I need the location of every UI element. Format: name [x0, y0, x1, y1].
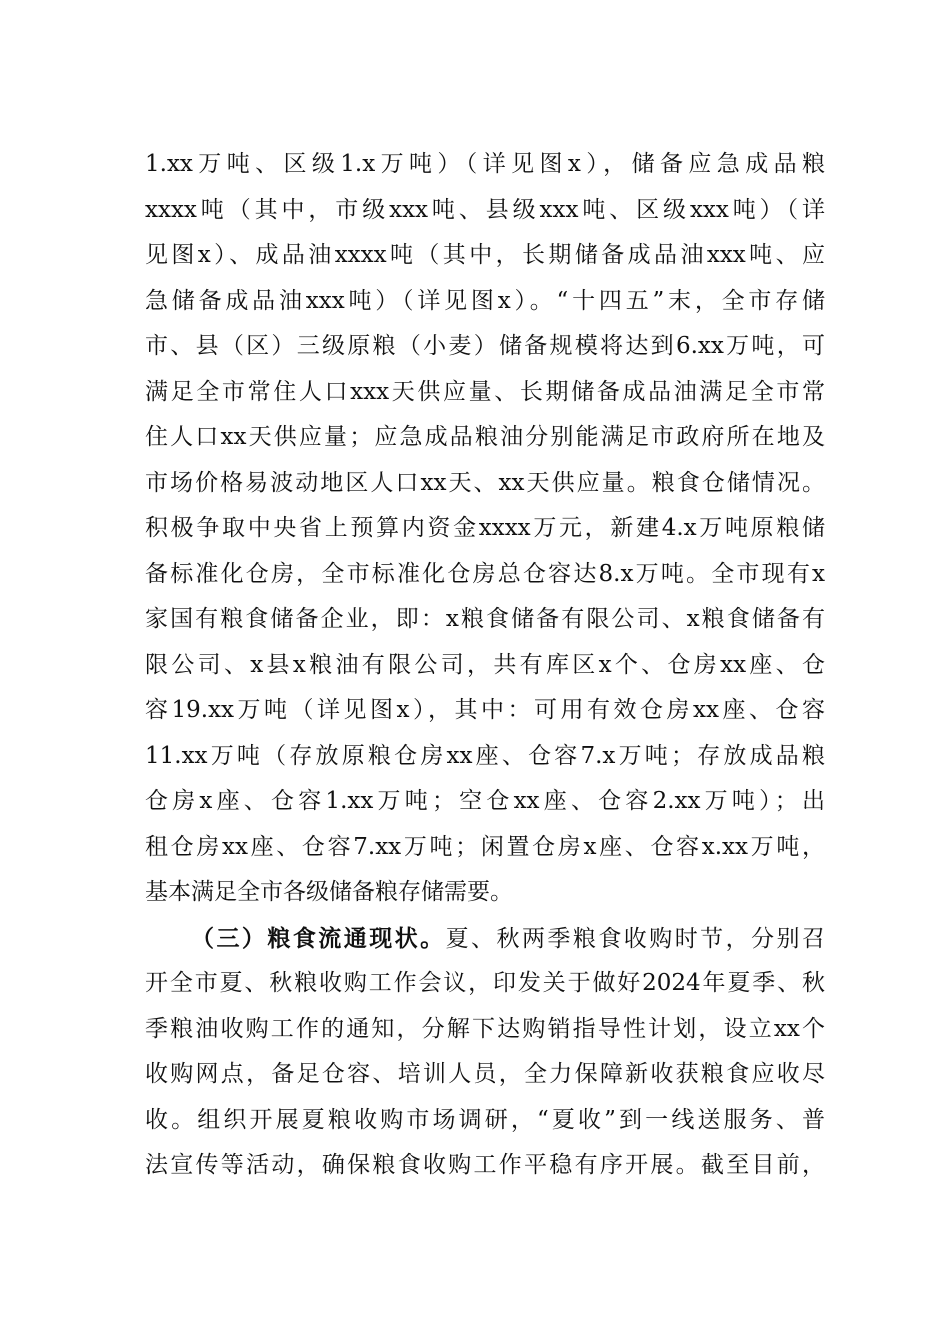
paragraph-grain-circulation: [145, 916, 825, 1189]
text-line: 备标准化仓房，全市标准化仓房总仓容达8.x万吨。全市现有x: [145, 560, 825, 587]
text-line: 容19.xx万吨（详见图x），其中：可用有效仓房xx座、仓容: [145, 697, 825, 723]
text-line: 市场价格易波动地区人口xx天、xx天供应量。粮食仓储情况。: [145, 469, 825, 496]
text-line: 季粮油收购工作的通知，分解下达购销指导性计划，设立xx个: [145, 1015, 825, 1042]
text-line: 租仓房xx座、仓容7.xx万吨；闲置仓房x座、仓容x.xx万吨，: [145, 833, 825, 860]
section-heading: （三）粮食流通现状。: [191, 924, 446, 952]
text-line: 法宣传等活动，确保粮食收购工作平稳有序开展。截至目前，: [145, 1152, 825, 1178]
text-line: 家国有粮食储备企业，即：x粮食储备有限公司、x粮食储备有: [145, 606, 825, 632]
text-line: 满足全市常住人口xxx天供应量、长期储备成品油满足全市常: [145, 378, 825, 405]
text-line: xxxx吨（其中，市级xxx吨、县级xxx吨、区级xxx吨）（详: [145, 196, 825, 223]
text-line: 仓房x座、仓容1.xx万吨；空仓xx座、仓容2.xx万吨）；出: [145, 788, 825, 814]
text-line: 开全市夏、秋粮收购工作会议，印发关于做好2024年夏季、秋: [145, 970, 825, 996]
document-body: [145, 142, 825, 1189]
text-line: 急储备成品油xxx吨）（详见图x）。“十四五”末，全市存储: [145, 287, 825, 314]
text-line: 见图x）、成品油xxxx吨（其中，长期储备成品油xxx吨、应: [145, 242, 825, 268]
text-line: 收购网点，备足仓容、培训人员，全力保障新收获粮食应收尽: [145, 1061, 825, 1087]
heading-line-text: 夏、秋两季粮食收购时节，分别召: [445, 925, 826, 952]
text-line: 收。组织开展夏粮收购市场调研，“夏收”到一线送服务、普: [145, 1106, 825, 1133]
text-line: 1.xx万吨、区级1.x万吨）（详见图x），储备应急成品粮: [145, 151, 825, 177]
text-line: 限公司、x县x粮油有限公司，共有库区x个、仓房xx座、仓: [145, 651, 825, 678]
text-line: 11.xx万吨（存放原粮仓房xx座、仓容7.x万吨；存放成品粮: [145, 742, 825, 769]
text-line: [145, 916, 825, 962]
text-line: 积极争取中央省上预算内资金xxxx万元，新建4.x万吨原粮储: [145, 515, 825, 541]
paragraph-grain-reserves: [145, 142, 825, 916]
text-line: 市、县（区）三级原粮（小麦）储备规模将达到6.xx万吨，可: [145, 333, 825, 359]
text-line: 基本满足全市各级储备粮存储需要。: [145, 879, 513, 905]
text-line: 住人口xx天供应量；应急成品粮油分别能满足市政府所在地及: [145, 424, 825, 450]
